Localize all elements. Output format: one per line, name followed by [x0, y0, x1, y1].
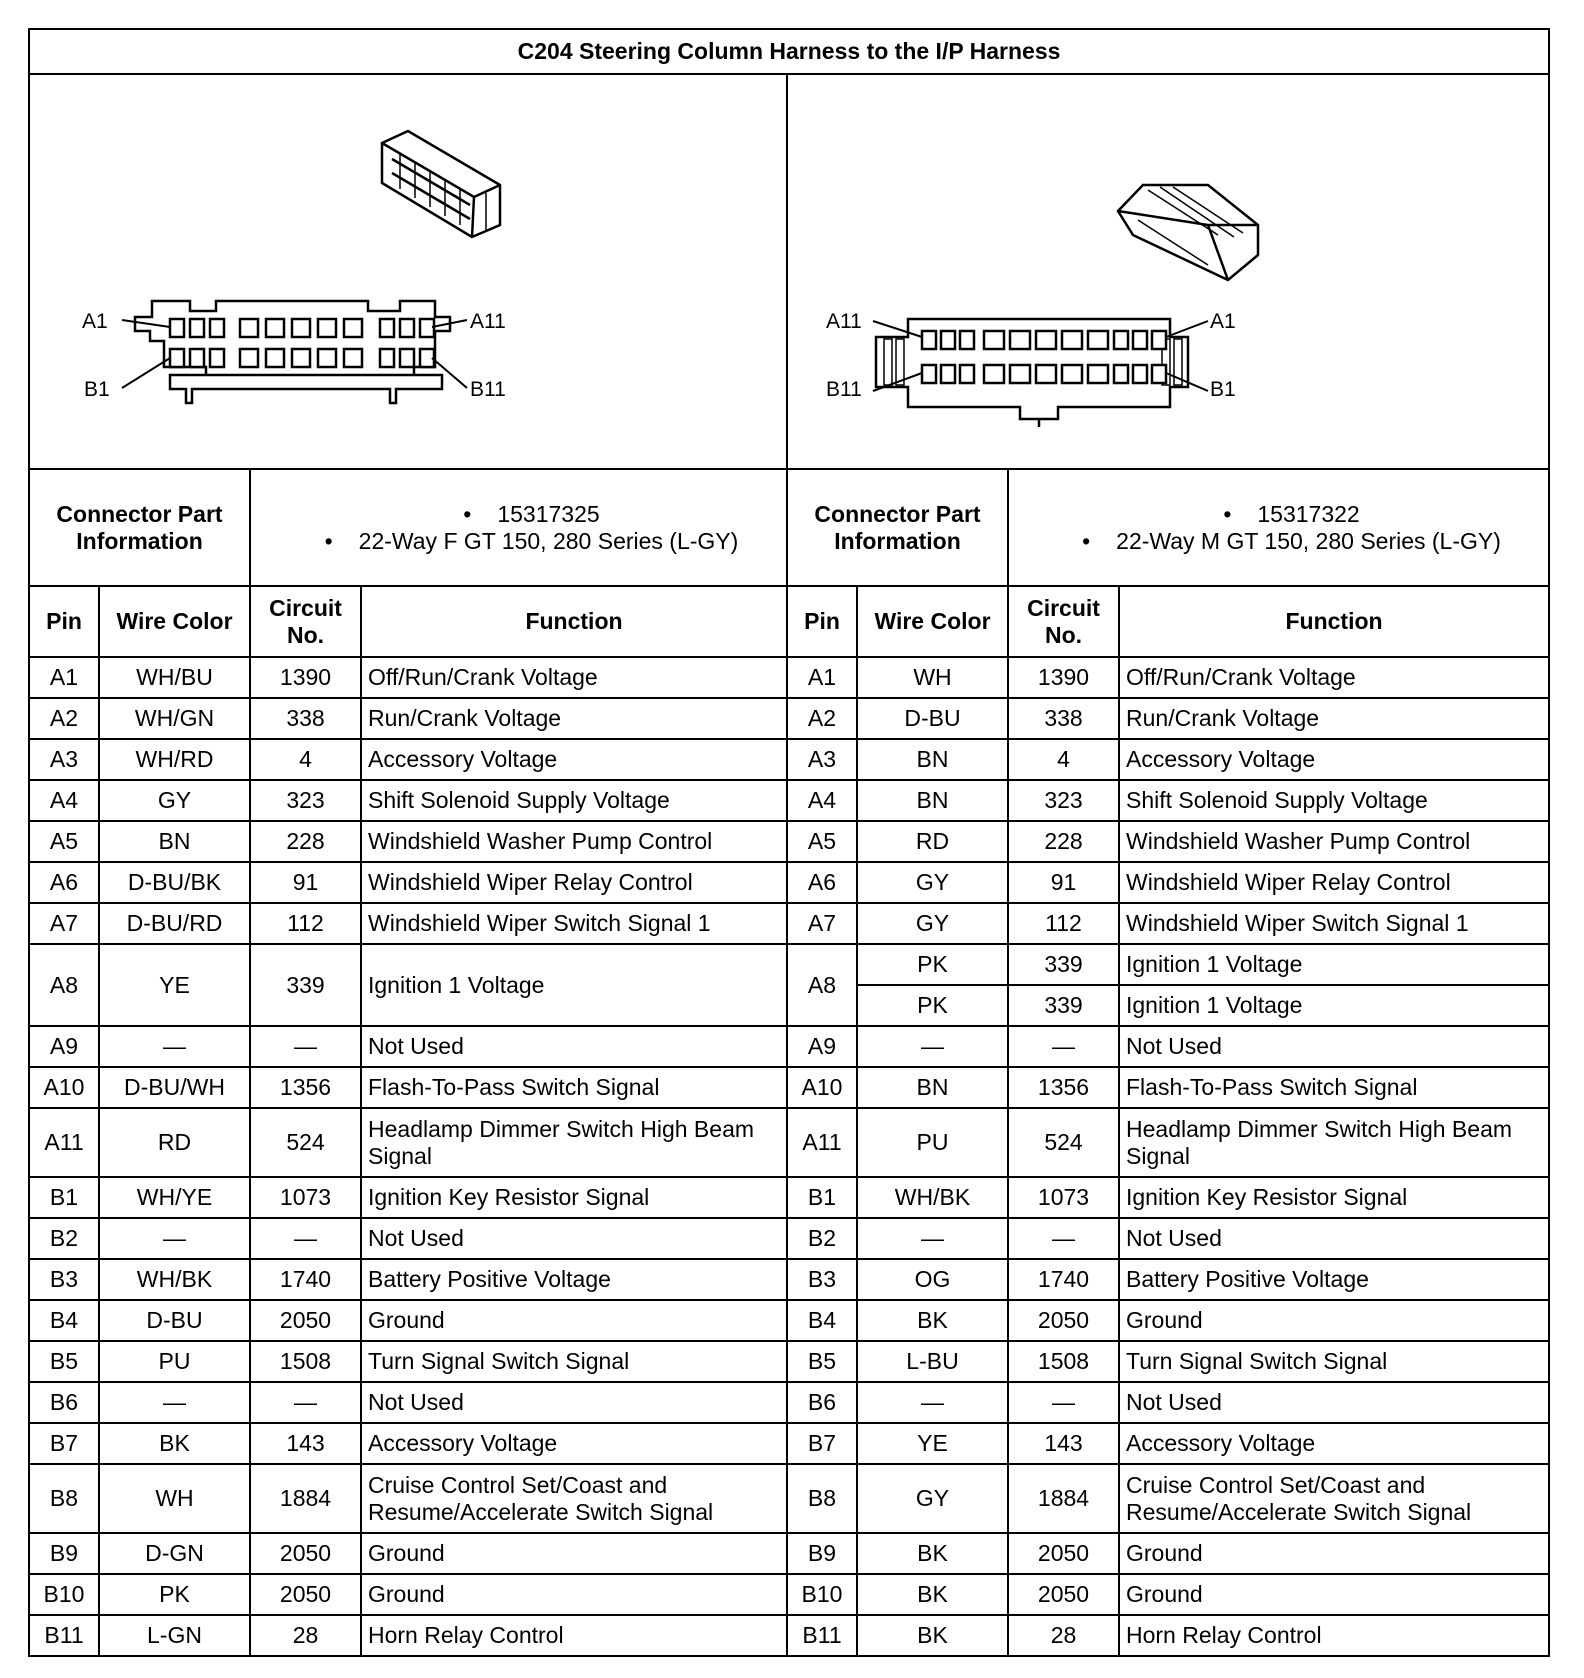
pin-cell: B2 — [787, 1218, 857, 1259]
wire-color-cell: D-BU/RD — [99, 903, 250, 944]
circuit-cell: 1740 — [1008, 1259, 1119, 1300]
sheet-title: C204 Steering Column Harness to the I/P Harness — [29, 29, 1549, 74]
pin-cell: B3 — [29, 1259, 99, 1300]
label-a1: A1 — [1210, 310, 1236, 333]
wire-color-cell: — — [99, 1382, 250, 1423]
circuit-cell: 524 — [250, 1108, 361, 1177]
header-pin: Pin — [787, 586, 857, 657]
wire-color-cell: WH — [99, 1464, 250, 1533]
function-cell: Not Used — [361, 1026, 787, 1067]
wire-color-cell: PK — [99, 1574, 250, 1615]
wire-color-cell: PU — [857, 1108, 1008, 1177]
function-cell: Horn Relay Control — [1119, 1615, 1549, 1656]
header-circuit — [1008, 586, 1119, 657]
wire-color-cell: WH/GN — [99, 698, 250, 739]
pin-cell: A6 — [787, 862, 857, 903]
pin-cell: B5 — [787, 1341, 857, 1382]
left-description — [255, 528, 782, 555]
right-part-number — [1013, 501, 1544, 528]
function-cell: Ground — [1119, 1574, 1549, 1615]
function-cell: Not Used — [1119, 1026, 1549, 1067]
pin-cell: A11 — [787, 1108, 857, 1177]
circuit-cell: 323 — [250, 780, 361, 821]
wire-color-cell: L-BU — [857, 1341, 1008, 1382]
wire-color-cell: D-BU — [857, 698, 1008, 739]
pin-cell: B9 — [29, 1533, 99, 1574]
function-cell: Off/Run/Crank Voltage — [361, 657, 787, 698]
connector-pinout-sheet — [28, 28, 1548, 1668]
circuit-cell: — — [250, 1218, 361, 1259]
pin-cell: A5 — [29, 821, 99, 862]
pin-cell: A8 — [787, 944, 857, 1026]
right-info-label-line1: Connector Part — [814, 500, 981, 527]
function-cell: Horn Relay Control — [361, 1615, 787, 1656]
left-info-label — [29, 469, 250, 586]
circuit-cell: 339 — [1008, 985, 1119, 1026]
pin-cell: B3 — [787, 1259, 857, 1300]
pin-cell: A11 — [29, 1108, 99, 1177]
pinout-table — [28, 28, 1550, 1657]
circuit-cell: 2050 — [250, 1533, 361, 1574]
circuit-cell: 339 — [1008, 944, 1119, 985]
table-row — [29, 903, 1549, 944]
circuit-cell: 1740 — [250, 1259, 361, 1300]
wire-color-cell: RD — [99, 1108, 250, 1177]
circuit-cell: 112 — [250, 903, 361, 944]
function-cell: Not Used — [1119, 1218, 1549, 1259]
function-cell: Accessory Voltage — [361, 739, 787, 780]
pin-cell: A7 — [787, 903, 857, 944]
circuit-cell: — — [1008, 1218, 1119, 1259]
table-row — [29, 1533, 1549, 1574]
header-pin: Pin — [29, 586, 99, 657]
pin-cell: B6 — [787, 1382, 857, 1423]
wire-color-cell: — — [99, 1218, 250, 1259]
pin-cell: A6 — [29, 862, 99, 903]
circuit-cell: 28 — [250, 1615, 361, 1656]
function-cell: Windshield Washer Pump Control — [361, 821, 787, 862]
wire-color-cell: — — [857, 1382, 1008, 1423]
function-cell: Accessory Voltage — [1119, 739, 1549, 780]
circuit-cell: 2050 — [1008, 1300, 1119, 1341]
pin-cell: B9 — [787, 1533, 857, 1574]
header-circuit — [250, 586, 361, 657]
header-circuit-line2: No. — [286, 621, 325, 648]
circuit-cell: 2050 — [1008, 1533, 1119, 1574]
function-cell: Ground — [361, 1574, 787, 1615]
function-cell: Windshield Wiper Switch Signal 1 — [361, 903, 787, 944]
function-cell: Flash-To-Pass Switch Signal — [1119, 1067, 1549, 1108]
pin-cell: B10 — [29, 1574, 99, 1615]
circuit-cell: — — [1008, 1382, 1119, 1423]
table-row — [29, 1423, 1549, 1464]
label-b11: B11 — [826, 378, 862, 401]
wire-color-cell: BN — [857, 739, 1008, 780]
pin-cell: B11 — [787, 1615, 857, 1656]
wire-color-cell: GY — [99, 780, 250, 821]
circuit-cell: 112 — [1008, 903, 1119, 944]
table-row — [29, 698, 1549, 739]
left-info-label-line2: Information — [76, 527, 203, 554]
table-row — [29, 1177, 1549, 1218]
circuit-cell: 1508 — [1008, 1341, 1119, 1382]
wire-color-cell: WH/RD — [99, 739, 250, 780]
wire-color-cell: WH/BK — [857, 1177, 1008, 1218]
label-b1: B1 — [1210, 378, 1236, 401]
circuit-cell: 4 — [250, 739, 361, 780]
function-cell: Windshield Washer Pump Control — [1119, 821, 1549, 862]
table-row — [29, 1574, 1549, 1615]
bullet: • — [324, 527, 333, 554]
wire-color-cell: D-GN — [99, 1533, 250, 1574]
circuit-cell: 143 — [1008, 1423, 1119, 1464]
table-row — [29, 1341, 1549, 1382]
function-cell: Ground — [361, 1533, 787, 1574]
wire-color-cell: BK — [857, 1615, 1008, 1656]
description-text: 22-Way F GT 150, 280 Series (L-GY) — [358, 527, 739, 554]
function-cell: Run/Crank Voltage — [1119, 698, 1549, 739]
circuit-cell: 1390 — [250, 657, 361, 698]
pin-cell: A7 — [29, 903, 99, 944]
wire-color-cell: — — [99, 1026, 250, 1067]
function-cell: Windshield Wiper Switch Signal 1 — [1119, 903, 1549, 944]
connector-iso-body — [1118, 185, 1258, 280]
pin-cell: A2 — [787, 698, 857, 739]
pin-cell: B7 — [29, 1423, 99, 1464]
function-cell: Shift Solenoid Supply Voltage — [1119, 780, 1549, 821]
function-cell: Not Used — [1119, 1382, 1549, 1423]
circuit-cell: 1356 — [1008, 1067, 1119, 1108]
function-cell: Accessory Voltage — [1119, 1423, 1549, 1464]
function-cell: Accessory Voltage — [361, 1423, 787, 1464]
wire-color-cell: L-GN — [99, 1615, 250, 1656]
function-cell: Run/Crank Voltage — [361, 698, 787, 739]
pin-cell: A1 — [787, 657, 857, 698]
column-header-row — [29, 586, 1549, 657]
circuit-cell: 228 — [250, 821, 361, 862]
wire-color-cell: BN — [99, 821, 250, 862]
function-cell: Ignition 1 Voltage — [361, 944, 787, 1026]
function-cell: Turn Signal Switch Signal — [361, 1341, 787, 1382]
right-info-list — [1008, 469, 1549, 586]
function-cell: Flash-To-Pass Switch Signal — [361, 1067, 787, 1108]
wire-color-cell: D-BU/BK — [99, 862, 250, 903]
connector-base — [170, 375, 442, 403]
table-row — [29, 1382, 1549, 1423]
pin-cell: B1 — [29, 1177, 99, 1218]
pin-cell: A1 — [29, 657, 99, 698]
function-cell: Ground — [1119, 1300, 1549, 1341]
function-cell: Turn Signal Switch Signal — [1119, 1341, 1549, 1382]
circuit-cell: 338 — [250, 698, 361, 739]
wire-color-cell: — — [857, 1026, 1008, 1067]
pin-cell: A3 — [787, 739, 857, 780]
label-a11: A11 — [826, 310, 862, 333]
circuit-cell: 1073 — [1008, 1177, 1119, 1218]
header-wire-color: Wire Color — [857, 586, 1008, 657]
pin-cell: A4 — [29, 780, 99, 821]
table-row — [29, 944, 1549, 985]
pin-cell: B5 — [29, 1341, 99, 1382]
circuit-cell: 1356 — [250, 1067, 361, 1108]
label-b11: B11 — [470, 378, 506, 401]
circuit-cell: 91 — [250, 862, 361, 903]
pin-cell: A2 — [29, 698, 99, 739]
pin-cell: B8 — [29, 1464, 99, 1533]
part-number-text: 15317322 — [1257, 500, 1360, 527]
circuit-cell: 339 — [250, 944, 361, 1026]
label-a1: A1 — [82, 310, 108, 333]
wire-color-cell: WH — [857, 657, 1008, 698]
header-wire-color: Wire Color — [99, 586, 250, 657]
pin-cell: A10 — [787, 1067, 857, 1108]
circuit-cell: — — [250, 1382, 361, 1423]
wire-color-cell: WH/BU — [99, 657, 250, 698]
wire-color-cell: BK — [857, 1574, 1008, 1615]
circuit-cell: 28 — [1008, 1615, 1119, 1656]
circuit-cell: 1508 — [250, 1341, 361, 1382]
right-description — [1013, 528, 1544, 555]
wire-color-cell: D-BU — [99, 1300, 250, 1341]
wire-color-cell: WH/YE — [99, 1177, 250, 1218]
right-info-label — [787, 469, 1008, 586]
bullet: • — [463, 500, 472, 527]
wire-color-cell: RD — [857, 821, 1008, 862]
circuit-cell: 2050 — [250, 1574, 361, 1615]
function-cell: Off/Run/Crank Voltage — [1119, 657, 1549, 698]
table-row — [29, 1300, 1549, 1341]
wire-color-cell: GY — [857, 903, 1008, 944]
table-row — [29, 821, 1549, 862]
function-cell: Not Used — [361, 1382, 787, 1423]
description-text: 22-Way M GT 150, 280 Series (L-GY) — [1116, 527, 1501, 554]
part-number-text: 15317325 — [497, 500, 600, 527]
circuit-cell: 228 — [1008, 821, 1119, 862]
wire-color-cell: — — [857, 1218, 1008, 1259]
wire-color-cell: BK — [99, 1423, 250, 1464]
circuit-cell: 338 — [1008, 698, 1119, 739]
circuit-cell: 1073 — [250, 1177, 361, 1218]
row-b-cavities — [170, 349, 434, 367]
header-circuit-line1: Circuit — [1027, 594, 1100, 621]
pin-cell: B11 — [29, 1615, 99, 1656]
pin-cell: B8 — [787, 1464, 857, 1533]
circuit-cell: 4 — [1008, 739, 1119, 780]
wire-color-cell: WH/BK — [99, 1259, 250, 1300]
circuit-cell: 2050 — [1008, 1574, 1119, 1615]
pin-cell: A9 — [29, 1026, 99, 1067]
header-circuit-line1: Circuit — [269, 594, 342, 621]
table-row — [29, 1218, 1549, 1259]
circuit-cell: — — [1008, 1026, 1119, 1067]
wire-color-cell: BK — [857, 1300, 1008, 1341]
table-row — [29, 1615, 1549, 1656]
function-cell: Battery Positive Voltage — [1119, 1259, 1549, 1300]
label-a11: A11 — [470, 310, 506, 333]
wire-color-cell: BK — [857, 1533, 1008, 1574]
header-function: Function — [1119, 586, 1549, 657]
row-a-cavities — [170, 319, 434, 337]
circuit-cell: 2050 — [250, 1300, 361, 1341]
wire-color-cell: PK — [857, 944, 1008, 985]
function-cell: Ground — [361, 1300, 787, 1341]
right-info-label-line2: Information — [834, 527, 961, 554]
pin-cell: A4 — [787, 780, 857, 821]
table-row — [29, 862, 1549, 903]
pin-cell: A8 — [29, 944, 99, 1026]
circuit-cell: 1884 — [1008, 1464, 1119, 1533]
pin-cell: B10 — [787, 1574, 857, 1615]
wire-color-cell: GY — [857, 1464, 1008, 1533]
left-info-list — [250, 469, 787, 586]
bullet: • — [1082, 527, 1091, 554]
function-cell: Windshield Wiper Relay Control — [361, 862, 787, 903]
function-cell: Battery Positive Voltage — [361, 1259, 787, 1300]
pin-cell: B7 — [787, 1423, 857, 1464]
wire-color-cell: BN — [857, 780, 1008, 821]
female-connector-diagram — [29, 74, 787, 469]
circuit-cell: 91 — [1008, 862, 1119, 903]
pin-cell: A9 — [787, 1026, 857, 1067]
function-cell: Shift Solenoid Supply Voltage — [361, 780, 787, 821]
function-cell: Ignition Key Resistor Signal — [1119, 1177, 1549, 1218]
circuit-cell: 143 — [250, 1423, 361, 1464]
left-part-number — [255, 501, 782, 528]
pin-cell: B4 — [787, 1300, 857, 1341]
wire-color-cell: BN — [857, 1067, 1008, 1108]
male-connector-diagram — [787, 74, 1549, 469]
function-cell: Headlamp Dimmer Switch High Beam Signal — [361, 1108, 787, 1177]
table-row — [29, 739, 1549, 780]
wire-color-cell: OG — [857, 1259, 1008, 1300]
wire-color-cell: PU — [99, 1341, 250, 1382]
table-row — [29, 1464, 1549, 1533]
function-cell: Ground — [1119, 1533, 1549, 1574]
circuit-cell: 524 — [1008, 1108, 1119, 1177]
pin-cell: B4 — [29, 1300, 99, 1341]
male-connector-drawing — [788, 75, 1548, 468]
female-connector-drawing — [30, 75, 786, 468]
wire-color-cell: D-BU/WH — [99, 1067, 250, 1108]
wire-color-cell: YE — [857, 1423, 1008, 1464]
function-cell: Cruise Control Set/Coast and Resume/Accelerate Switch Signal — [1119, 1464, 1549, 1533]
left-info-label-line1: Connector Part — [56, 500, 223, 527]
wire-color-cell: YE — [99, 944, 250, 1026]
function-cell: Windshield Wiper Relay Control — [1119, 862, 1549, 903]
pin-cell: A5 — [787, 821, 857, 862]
table-row — [29, 1067, 1549, 1108]
table-row — [29, 1026, 1549, 1067]
header-function: Function — [361, 586, 787, 657]
table-row — [29, 1108, 1549, 1177]
table-row — [29, 657, 1549, 698]
bullet: • — [1223, 500, 1232, 527]
table-row — [29, 780, 1549, 821]
circuit-cell: 1390 — [1008, 657, 1119, 698]
function-cell: Ignition 1 Voltage — [1119, 985, 1549, 1026]
circuit-cell: — — [250, 1026, 361, 1067]
pin-cell: B6 — [29, 1382, 99, 1423]
function-cell: Cruise Control Set/Coast and Resume/Accelerate Switch Signal — [361, 1464, 787, 1533]
pin-cell: A3 — [29, 739, 99, 780]
wire-color-cell: PK — [857, 985, 1008, 1026]
pin-cell: B1 — [787, 1177, 857, 1218]
label-b1: B1 — [84, 378, 110, 401]
wire-color-cell: GY — [857, 862, 1008, 903]
header-circuit-line2: No. — [1044, 621, 1083, 648]
circuit-cell: 323 — [1008, 780, 1119, 821]
function-cell: Ignition Key Resistor Signal — [361, 1177, 787, 1218]
function-cell: Not Used — [361, 1218, 787, 1259]
table-row — [29, 1259, 1549, 1300]
function-cell: Headlamp Dimmer Switch High Beam Signal — [1119, 1108, 1549, 1177]
pin-cell: B2 — [29, 1218, 99, 1259]
circuit-cell: 1884 — [250, 1464, 361, 1533]
pin-cell: A10 — [29, 1067, 99, 1108]
function-cell: Ignition 1 Voltage — [1119, 944, 1549, 985]
